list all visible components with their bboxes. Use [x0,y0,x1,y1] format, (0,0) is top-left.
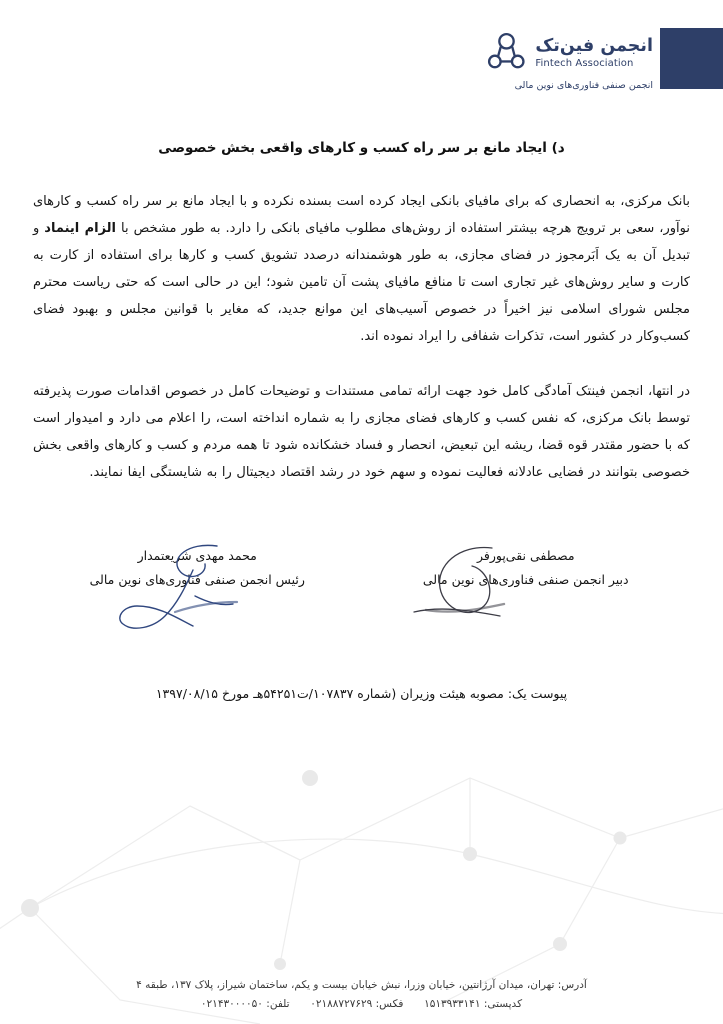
para-1 [33,188,690,350]
attachment-note: پیوست یک: مصوبه هیئت وزیران (شماره ۱۰۷۸۳۷/ت۵۴۲۵۱هـ مورخ ۱۳۹۷/۰۸/۱۵ [155,686,568,701]
fintech-nodes-logo-icon [485,31,528,74]
para-2 [33,378,690,486]
paragraph-list [33,188,690,486]
brand-text [535,36,653,70]
phone-label: تلفن: [266,998,290,1010]
phone-number: ۰۲۱۴۳۰۰۰۰۵۰ [200,998,263,1010]
postal-code: ۱۵۱۳۹۳۳۱۴۱ [424,998,481,1010]
signature-title: رئیس انجمن صنفی فناوری‌های نوین مالی [89,572,305,587]
brand-name-en: Fintech Association [535,57,634,69]
signature-block-secretary [396,548,656,587]
text-run: در انتها، انجمن فینتک آمادگی کامل خود جهت ارائه تمامی مستندات و توضیحات کامل در خصوص اقدامات صورت پذیرفته توسط بانک مرکزی، که نفس کسب و کارهای فضای مجازی را به شماره انداخته است، را اعلام می دارد و امیدوار است که با حضور مقتدر قوه قضا، ریشه این تبعیض، انحصار و فساد خشکانده شود تا همه مردم و کسب و کارهای واقعی بخش خصوصی بتوانند در فضایی عادلانه فعالیت نموده و سهم خود در رشد اقتصاد دیجیتال را به شایستگی ایفا نمایند. [33,384,690,480]
document-header [0,0,723,120]
signature-name: مصطفی نقی‌پورفر [476,548,575,563]
brand-lockup [485,31,653,74]
document-footer [0,976,723,1014]
section-heading: د) ایجاد مانع بر سر راه کسب و کارهای واقعی بخش خصوصی [158,140,565,156]
document-body [33,140,690,514]
brand-name-fa: انجمن فین‌تک [535,35,653,56]
emphasis-run: الزام اینماد [44,221,117,236]
signature-name: محمد مهدی شریعتمدار [137,548,257,563]
signature-title: دبیر انجمن صنفی فناوری‌های نوین مالی [422,572,629,587]
fax-number: ۰۲۱۸۸۷۲۷۶۲۹ [310,998,373,1010]
text-run: و تبدیل آن به یک اَبَرمجوز در فضای مجازی، به طور هوشمندانه درصدد تشویق کسب و کارها برای استفاده از کارت به کارت و سایر روش‌های غیر تجاری است تا منافع مافیای پشت آن تامین شود؛ این در حالی است که حتی ریاست محترم مجلس شورای اسلامی نیز اخیراً در خصوص آسیب‌های این موانع جدید، که مغایر با قوانین مجلس و بهبود فضای کسب‌وکار در کشور است، تذکرات شفافی را ایراد نموده اند. [33,221,690,344]
footer-address: آدرس: تهران، میدان آرژانتین، خیابان وزرا، نبش خیابان بیست و یکم، ساختمان شیراز، پلاک ۱۳۷، طبقه ۴ [136,979,587,991]
text-run: بانک مرکزی، به انحصاری که برای مافیای بانکی ایجاد کرده است بسنده نکرده و با ایجاد مانع بر سر راه کسب و کارهای نوآور، سعی بر ترویج هرچه بیشتر استفاده از روش‌های مطلوب مافیای بانکی را دارد. به طور مشخص با [33,194,690,236]
postal-label: کدپستی: [483,998,523,1010]
signature-row [33,548,690,587]
fax-label: فکس: [375,998,404,1010]
header-accent-band [660,28,723,89]
brand-subtitle: انجمن صنفی فناوری‌های نوین مالی [514,80,653,91]
signature-block-president [67,548,327,587]
footer-contact [0,995,723,1014]
